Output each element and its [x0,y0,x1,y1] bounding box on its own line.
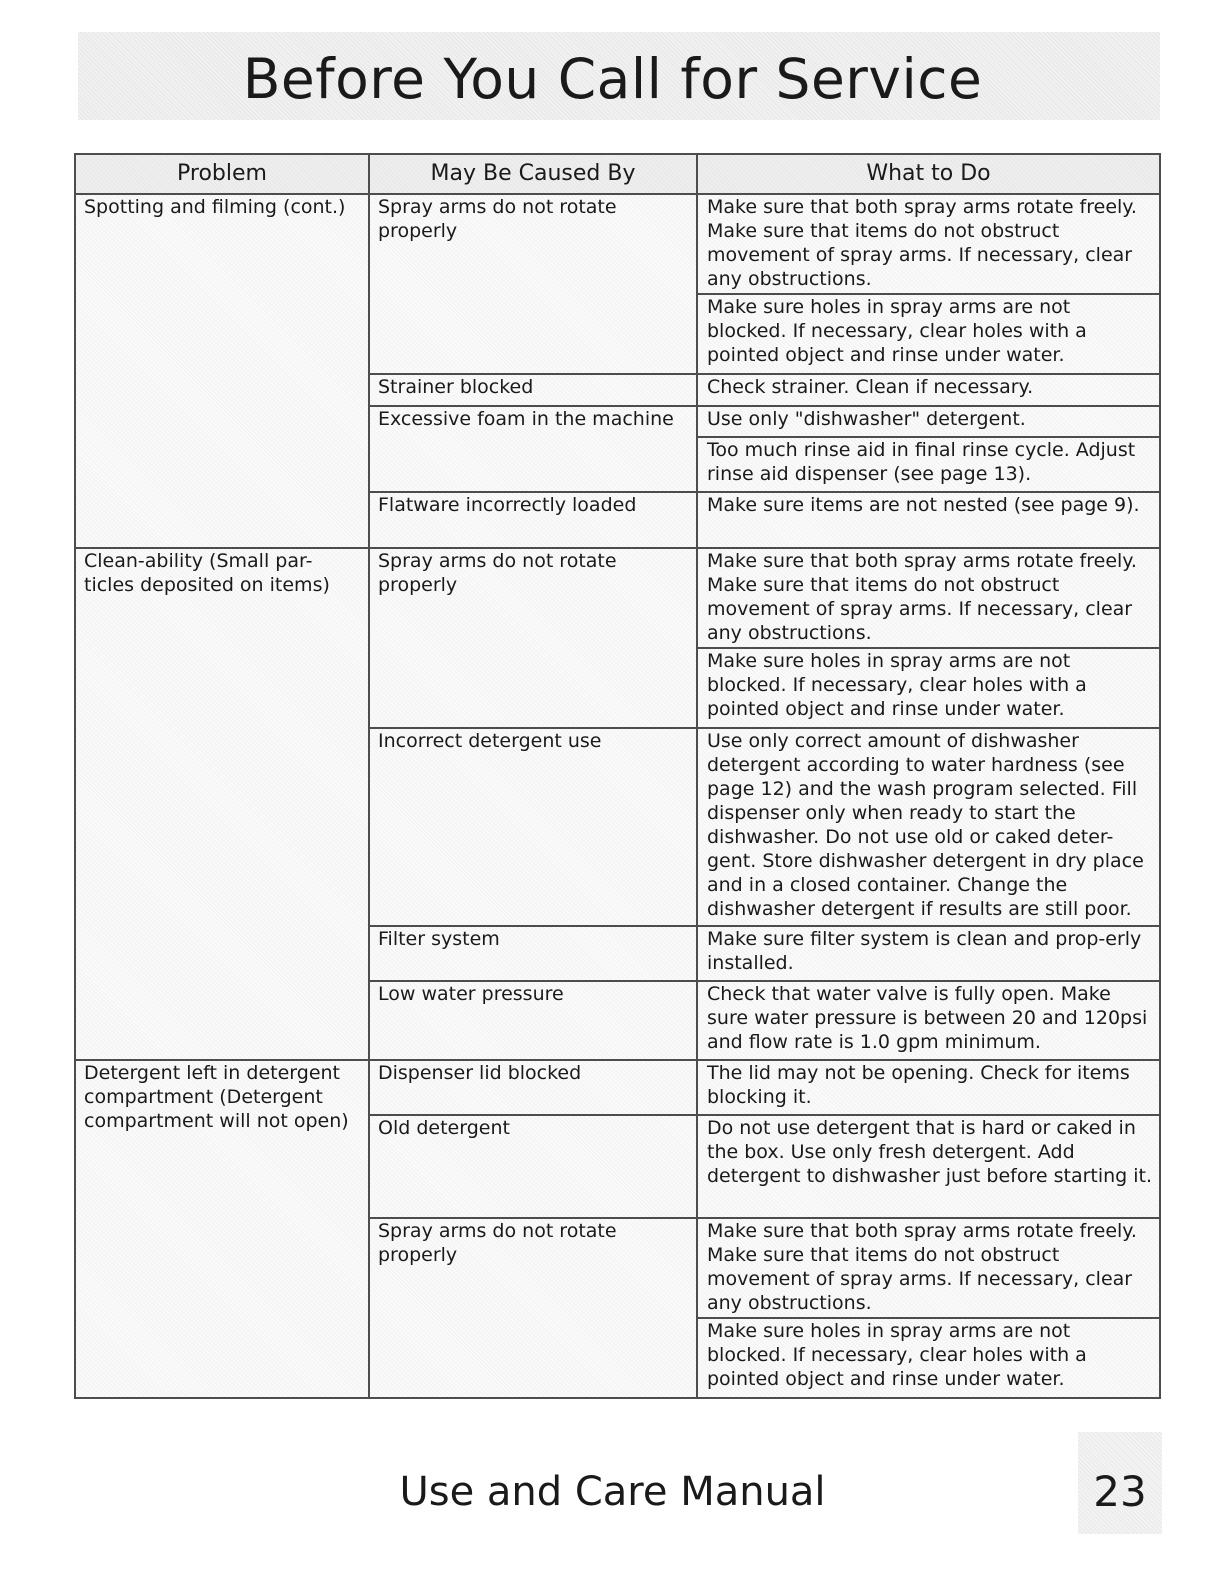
action-cell: Make sure holes in spray arms are not blocked. If necessary, clear holes with a pointed object and rinse under water. [697,648,1160,728]
page-number: 23 [1093,1467,1147,1516]
action-cell: Make sure holes in spray arms are not blocked. If necessary, clear holes with a pointed object and rinse under water. [697,1318,1160,1398]
cause-cell: Dispenser lid blocked [369,1060,697,1115]
action-cell: Make sure filter system is clean and prop-erly installed. [697,926,1160,981]
problem-cell: Spotting and filming (cont.) [75,194,369,548]
action-cell: Make sure that both spray arms rotate freely. Make sure that items do not obstruct movement of spray arms. If necessary, clear any obstructions. [697,548,1160,648]
table-row [75,548,1160,648]
table-row [75,1060,1160,1115]
column-header-action: What to Do [697,154,1160,194]
cause-cell: Old detergent [369,1115,697,1218]
action-cell: Use only correct amount of dishwasher detergent according to water hardness (see page 12) and the wash program selected. Fill dispenser only when ready to start the dishwasher. Do not use old or caked deter-gent. Store dishwasher detergent in dry place and in a closed container. Change the dishwasher detergent if results are still poor. [697,728,1160,926]
column-header-cause: May Be Caused By [369,154,697,194]
action-cell: Do not use detergent that is hard or caked in the box. Use only fresh detergent. Add detergent to dishwasher just before starting it. [697,1115,1160,1218]
table-row [75,194,1160,294]
cause-cell: Filter system [369,926,697,981]
cause-cell: Incorrect detergent use [369,728,697,926]
page-title: Before You Call for Service [242,47,983,111]
action-cell: Check that water valve is fully open. Make sure water pressure is between 20 and 120psi and flow rate is 1.0 gpm minimum. [697,981,1160,1060]
cause-cell: Flatware incorrectly loaded [369,492,697,548]
cause-cell: Spray arms do not rotate properly [369,194,697,374]
column-header-problem: Problem [75,154,369,194]
action-cell: Make sure that both spray arms rotate freely. Make sure that items do not obstruct movement of spray arms. If necessary, clear any obstructions. [697,1218,1160,1318]
cause-cell: Spray arms do not rotate properly [369,1218,697,1398]
problem-cell: Detergent left in detergent compartment (Detergent compartment will not open) [75,1060,369,1398]
troubleshooting-table [74,153,1161,1399]
cause-cell: Strainer blocked [369,374,697,406]
action-cell: Make sure items are not nested (see page 9). [697,492,1160,548]
action-cell: The lid may not be opening. Check for items blocking it. [697,1060,1160,1115]
action-cell: Make sure holes in spray arms are not blocked. If necessary, clear holes with a pointed object and rinse under water. [697,294,1160,374]
cause-cell: Spray arms do not rotate properly [369,548,697,728]
action-cell: Use only "dishwasher" detergent. [697,406,1160,437]
footer-manual-title: Use and Care Manual [399,1469,826,1515]
table-header-row [75,154,1160,194]
action-cell: Make sure that both spray arms rotate freely. Make sure that items do not obstruct movement of spray arms. If necessary, clear any obstructions. [697,194,1160,294]
action-cell: Check strainer. Clean if necessary. [697,374,1160,406]
cause-cell: Low water pressure [369,981,697,1060]
problem-cell: Clean-ability (Small par-ticles deposited on items) [75,548,369,1060]
action-cell: Too much rinse aid in final rinse cycle. Adjust rinse aid dispenser (see page 13). [697,437,1160,492]
cause-cell: Excessive foam in the machine [369,406,697,492]
